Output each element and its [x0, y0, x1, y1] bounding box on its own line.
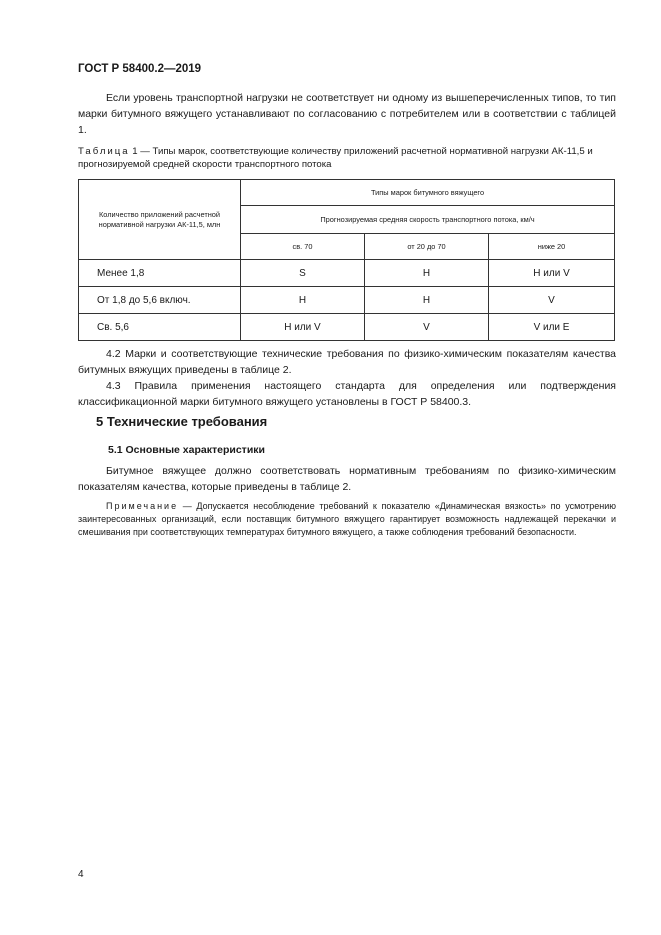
note-label: Примечание [106, 501, 179, 511]
row-label: Менее 1,8 [79, 260, 241, 287]
col1-header: Количество приложений расчетной нормативной нагрузки АК-11,5, млн [79, 180, 241, 260]
table-caption-label: Таблица [78, 146, 130, 157]
table-row [79, 287, 615, 314]
table-caption-text: 1 — Типы марок, соответствующие количеству приложений расчетной нормативной нагрузки АК-11,5 и прогнозируемой средней скорости транспортного потока [78, 146, 593, 170]
group-header: Типы марок битумного вяжущего [241, 180, 615, 206]
section-5-heading: 5 Технические требования [96, 414, 268, 429]
document-header: ГОСТ Р 58400.2—2019 [78, 63, 202, 75]
table-1 [78, 179, 615, 341]
table-caption [78, 145, 618, 171]
intro-paragraph: Если уровень транспортной нагрузки не соответствует ни одному из вышеперечисленных типов, то тип марки битумного вяжущего устанавливают по согласованию с потребителем или в соответствии с таблицей 1. [78, 92, 616, 136]
table-cell: H [365, 287, 489, 314]
table-row [79, 260, 615, 287]
table-cell: V или E [489, 314, 615, 341]
paragraph-4-2: 4.2 Марки и соответствующие технические требования по физико-химическим показателям качества битумных вяжущих приведены в таблице 2. [78, 348, 616, 376]
table-cell: H или V [241, 314, 365, 341]
table-cell: V [489, 287, 615, 314]
paragraph-4-3: 4.3 Правила применения настоящего стандарта для определения или подтверждения классификационной марки битумного вяжущего установлены в ГОСТ Р 58400.3. [78, 380, 616, 408]
table-cell: S [241, 260, 365, 287]
section-5-1-heading: 5.1 Основные характеристики [108, 444, 265, 456]
table-cell: H [241, 287, 365, 314]
speed-header-20-70: от 20 до 70 [365, 234, 489, 260]
speed-header-over-70: св. 70 [241, 234, 365, 260]
speed-header-below-20: ниже 20 [489, 234, 615, 260]
table-cell: H или V [489, 260, 615, 287]
speed-subheader: Прогнозируемая средняя скорость транспортного потока, км/ч [241, 206, 615, 234]
table-cell: H [365, 260, 489, 287]
table-cell: V [365, 314, 489, 341]
note-paragraph [78, 500, 616, 539]
row-label: Св. 5,6 [79, 314, 241, 341]
row-label: От 1,8 до 5,6 включ. [79, 287, 241, 314]
paragraph-5-1: Битумное вяжущее должно соответствовать нормативным требованиям по физико-химическим показателям качества, которые приведены в таблице 2. [78, 465, 616, 493]
page-number: 4 [78, 869, 84, 880]
table-row [79, 314, 615, 341]
note-text: — Допускается несоблюдение требований к показателю «Динамическая вязкость» по усмотрению заинтересованных организаций, если поставщик битумного вяжущего гарантирует возможность надлежащей перекачки и смешивания при соответствующих температурах битумного вяжущего, а также соблюдения требований безопасности. [78, 501, 616, 537]
